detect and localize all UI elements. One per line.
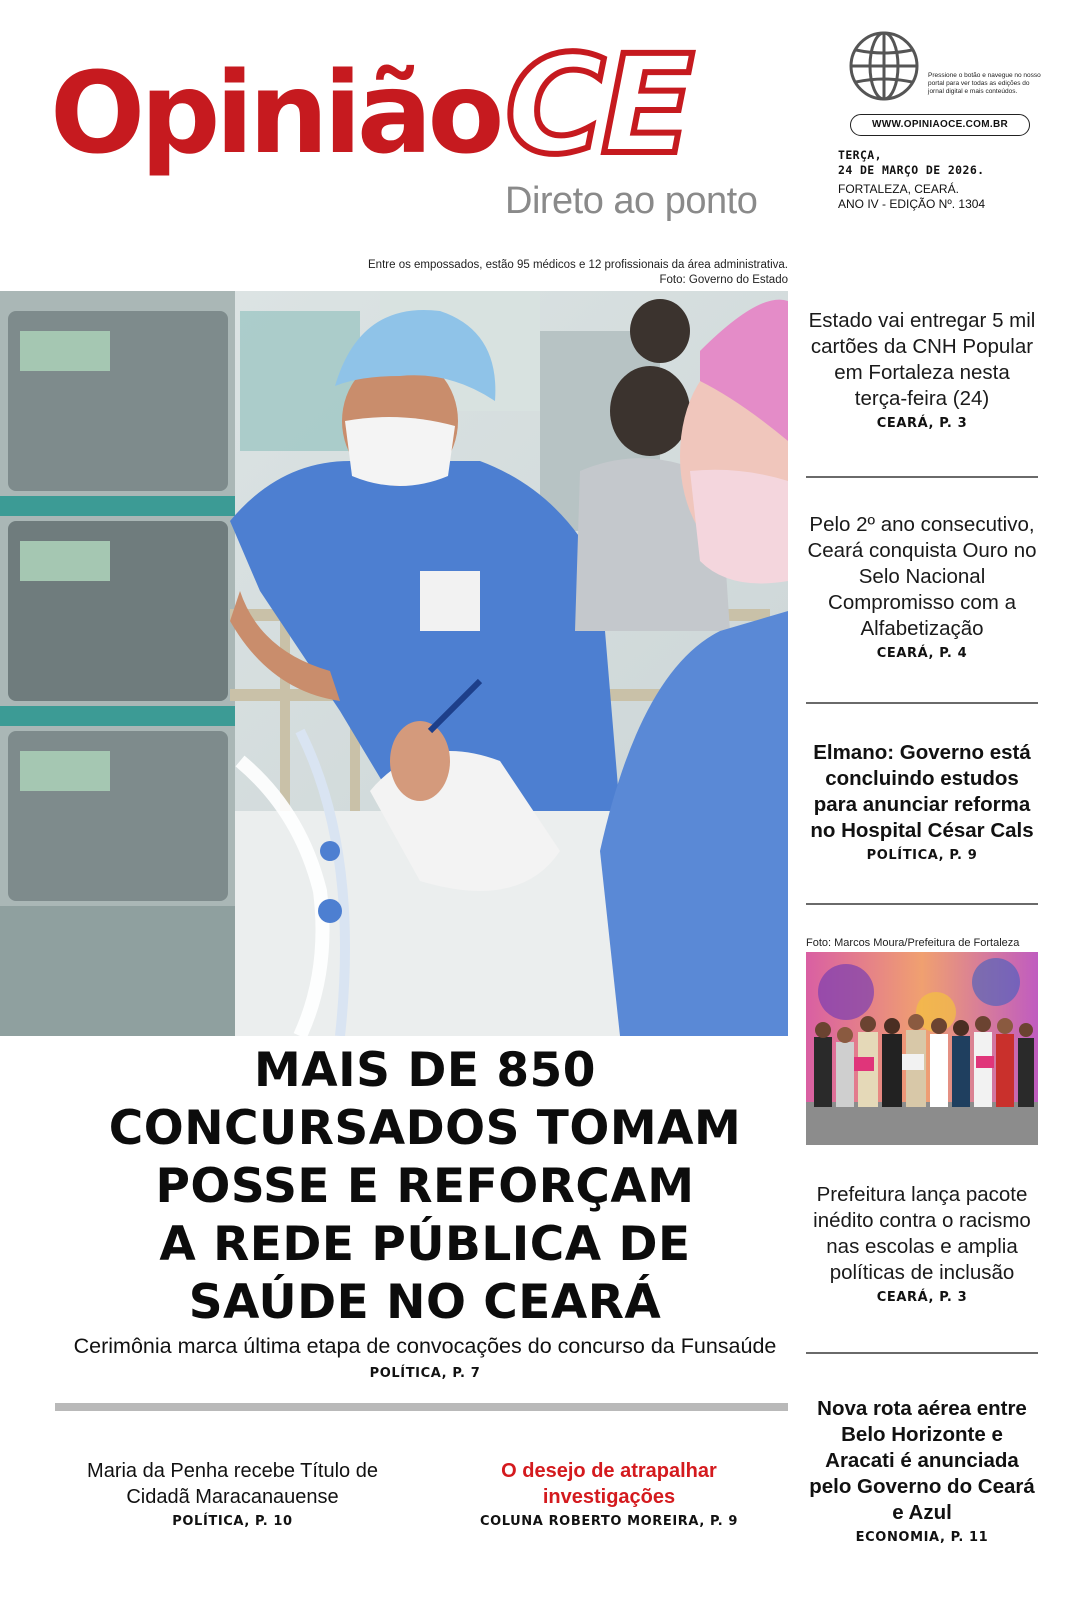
headline-line: MAIS DE 850: [254, 1043, 596, 1098]
sidebar-story[interactable]: [806, 740, 1038, 863]
sidebar-story[interactable]: [806, 1182, 1038, 1305]
story-kicker: CEARÁ, P. 4: [876, 646, 968, 661]
masthead-logo: [50, 27, 810, 228]
column-divider: [806, 476, 1038, 478]
headline-line: A REDE PÚBLICA DE: [159, 1217, 691, 1272]
story-title: Elmano: Governo está concluindo estudos para anunciar reforma no Hospital César Cals: [810, 741, 1034, 842]
story-title: Nova rota aérea entre Belo Horizonte e Aracati é anunciada pelo Governo do Ceará e Azul: [809, 1397, 1035, 1524]
dateline-day: TERÇA,: [838, 148, 882, 162]
story-kicker: POLÍTICA, P. 10: [172, 1514, 293, 1529]
dateline-place: FORTALEZA, CEARÁ.: [838, 182, 959, 196]
story-title: Prefeitura lança pacote inédito contra o racismo nas escolas e amplia políticas de inclusão: [813, 1183, 1031, 1284]
tagline: Direto ao ponto: [505, 180, 758, 222]
dateline: [838, 148, 1038, 212]
column-divider: [806, 903, 1038, 905]
story-kicker: COLUNA ROBERTO MOREIRA, P. 9: [479, 1514, 739, 1529]
bottom-story[interactable]: [440, 1458, 778, 1529]
headline-line: CONCURSADOS TOMAM: [108, 1101, 742, 1156]
column-divider: [806, 702, 1038, 704]
bottom-story[interactable]: [60, 1458, 405, 1529]
lead-photo-caption-text: Entre os empossados, estão 95 médicos e 12 profissionais da área administrativa.: [368, 259, 788, 271]
section-divider: [55, 1403, 788, 1411]
dateline-date: 24 DE MARÇO DE 2026.: [838, 163, 985, 177]
globe-caption: Pressione o botão e navegue no nosso portal para ver todas as edições do jornal digital e mais conteúdos.: [928, 72, 1041, 95]
lead-headline[interactable]: [60, 1042, 790, 1332]
lead-photo-caption: [368, 258, 788, 288]
logo-wordmark: Opinião: [50, 49, 500, 179]
headline-line: SAÚDE NO CEARÁ: [188, 1275, 662, 1330]
lead-kicker: POLÍTICA, P. 7: [369, 1366, 481, 1381]
story-title: Maria da Penha recebe Título de Cidadã Maracanauense: [87, 1460, 378, 1508]
sidebar-story[interactable]: [806, 512, 1038, 661]
sidebar-story[interactable]: [806, 1396, 1038, 1545]
logo-ce: CE: [505, 27, 691, 185]
lead-photo-credit: Foto: Governo do Estado: [659, 274, 788, 286]
story-kicker: ECONOMIA, P. 11: [855, 1530, 989, 1545]
column-divider: [806, 1352, 1038, 1354]
story-kicker: CEARÁ, P. 3: [876, 1290, 968, 1305]
story-title: Pelo 2º ano consecutivo, Ceará conquista Ouro no Selo Nacional Compromisso com a Alfabetização: [807, 513, 1037, 640]
story-kicker: CEARÁ, P. 3: [876, 416, 968, 431]
site-link[interactable]: WWW.OPINIAOCE.COM.BR: [850, 114, 1030, 136]
dateline-edition: ANO IV - EDIÇÃO Nº. 1304: [838, 197, 986, 211]
sidebar-story[interactable]: [806, 308, 1038, 431]
story-title: O desejo de atrapalhar investigações: [501, 1460, 717, 1508]
sidebar-photo[interactable]: [806, 952, 1038, 1145]
story-kicker: POLÍTICA, P. 9: [866, 848, 978, 863]
headline-line: POSSE E REFORÇAM: [155, 1159, 695, 1214]
sidebar-photo-credit: Foto: Marcos Moura/Prefeitura de Fortaleza: [806, 937, 1020, 949]
story-title: Estado vai entregar 5 mil cartões da CNH Popular em Fortaleza nesta terça-feira (24): [808, 309, 1036, 410]
lead-subhead: Cerimônia marca última etapa de convocações do concurso da Funsaúde: [73, 1334, 777, 1358]
lead-photo[interactable]: [0, 291, 788, 1036]
globe-icon[interactable]: [848, 28, 920, 104]
